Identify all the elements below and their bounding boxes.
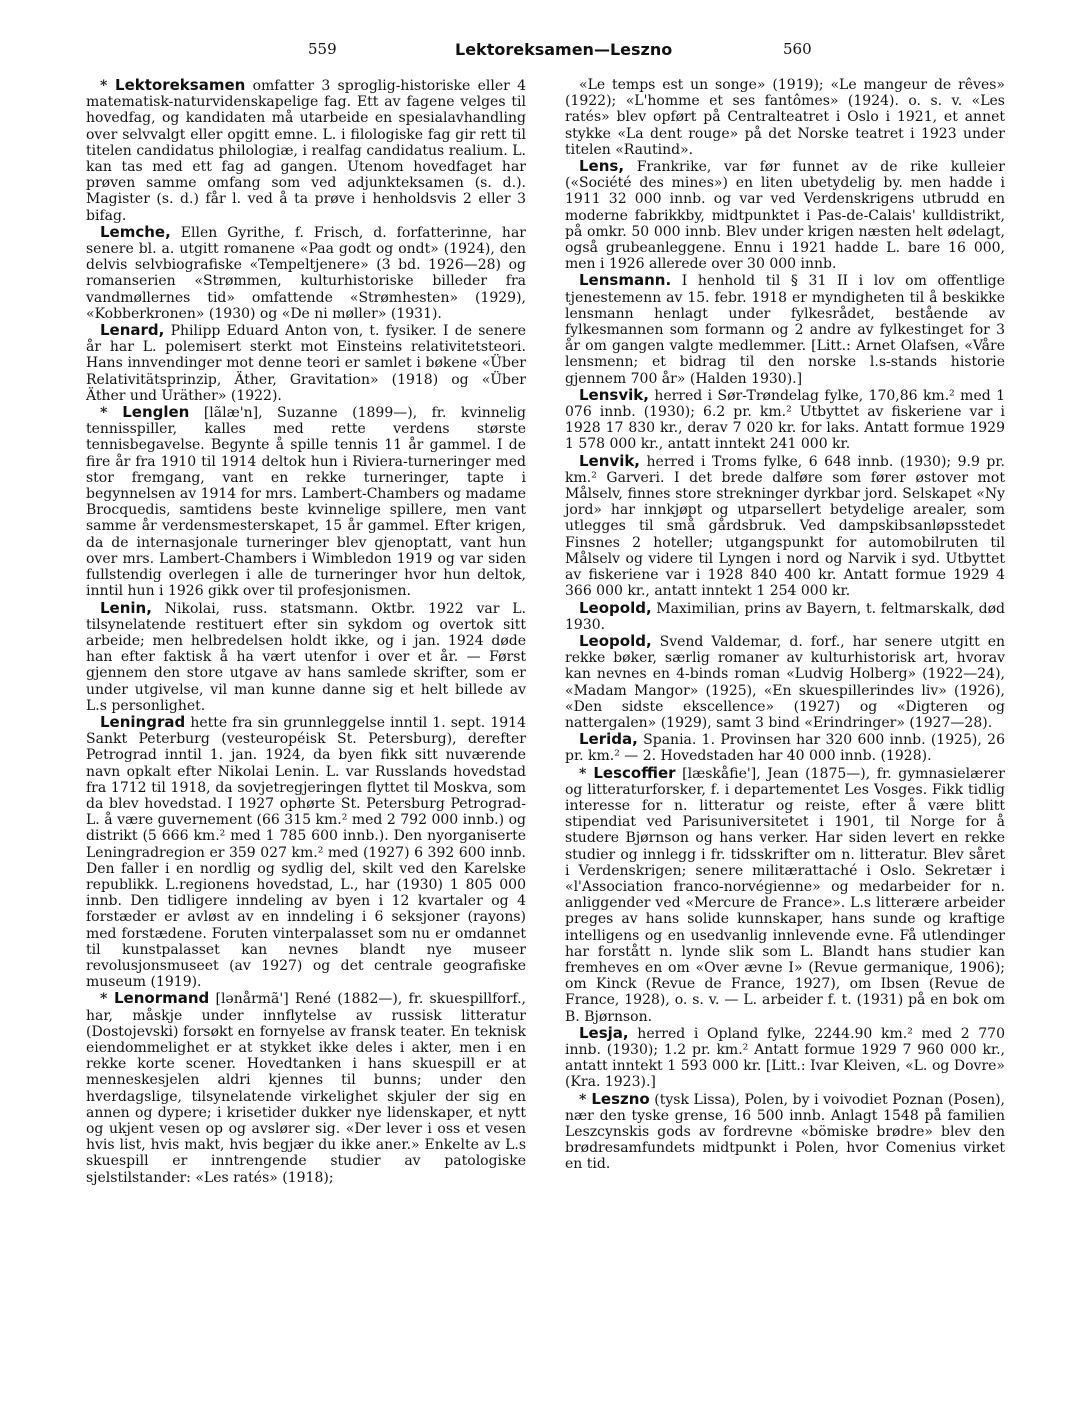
entry-text: [læskåfie'], Jean (1875—), fr. gymnasielærer og litteraturforsker, f. i departementet Les Vosges. Fikk tidlig interesse for n. litteratur og reiste, efter å være blitt stipendiat ved Parisuniversitetet i 1901, til Norge for å studere Bjørnson og hans verker. Har siden levert en rekke studier og innlegg i fr. tidsskrifter om n. litteratur. Blev såret i Verdenskrigen; senere militærattaché i Oslo. Sekretær i «l'Association franco-norvégienne» og medarbeider for n. anliggender ved «Mercure de France». L.s litterære arbeider preges av hans solide kunnskaper, hans sunde og kraftige intelligens og en usedvanlig innlevende evne. Få utlendinger har forstått n. lynde slik som L. Blandt hans studier kan fremheves en om «Over ævne I» (Revue germanique, 1906); om Kinck (Revue de France, 1927), om Ibsen (Revue de France, 1928), o. s. v. — L. arbeider f. t. (1931) på en bok om B. Bjørnson.: [565, 765, 1005, 1025]
entry-star: *: [579, 765, 594, 782]
entry-text: omfatter 3 sproglig-historiske eller 4 matematisk-naturvidenskapelige fag. Ett av fagene velges til hovedfag, og kandidaten må utarbeide en spesialavhandling over selvvalgt eller opgitt emne. L. i filologiske fag gir rett til titelen candidatus philologiæ, i realfag candidatus realium. L. kan tas med ett fag ad gangen. Utenom hovedfaget har prøven samme omfang som ved adjunkteksamen (s. d.). Magister (s. d.) får l. ved å ta prøve i henholdsvis 2 eller 3 bifag.: [86, 78, 526, 224]
entry-text: hette fra sin grunnleggelse inntil 1. sept. 1914 Sankt Peterburg (vesteuropéisk St. Petersburg), derefter Petrograd inntil 1. jan. 1924, da byen fikk sitt nuværende navn opkalt efter Nikolai Lenin. L. var Russlands hovedstad fra 1712 til 1918, da sovjetregjeringen flyttet til Moskva, som da blev hovedstad. I 1927 ophørte St. Petersburg Petrograd-L. å være guvernement (66 315 km.² med 2 792 000 innb.) og distrikt (5 666 km.² med 1 785 600 innb.). Den nyorganiserte Leningradregion er 359 027 km.² med (1927) 6 392 600 innb. Den faller i en nordlig og sydlig del, skilt ved den Karelske republikk. L.regionens hovedstad, L., har (1930) 1 805 000 innb. Den tidligere inndeling av byen i 12 kvartaler og 4 forstæder er avløst av en inndeling i 6 seksjoner (rayons) med forstædene. Foruten vinterpalasset som nu er omdannet til kunstpalasset kan nevnes blandt nye museer revolusjonsmuseet (av 1927) og det centrale geografiske museum (1919).: [86, 714, 526, 991]
entry-text: herred i Sør-Trøndelag fylke, 170,86 km.² med 1 076 innb. (1930); 6.2 pr. km.² Utbyttet av fiskeriene var i 1928 17 830 kr., derav 7 020 kr. for laks. Antatt formue 1929 1 578 000 kr., antatt inntekt 241 000 kr.: [565, 387, 1005, 453]
entry-text: Philipp Eduard Anton von, t. fysiker. I de senere år har L. polemisert sterkt mot Einsteins relativitetsteori. Hans innvendinger mot denne teori er samlet i bøkene «Über Relativitätsprinzip, Äther, Gravitation» (1918) og «Über Äther und Uräther» (1922).: [86, 323, 526, 404]
entry-text: herred i Opland fylke, 2244.90 km.² med 2 770 innb. (1930); 1.2 pr. km.² Antatt formue 1929 7 960 000 kr., antatt inntekt 1 593 000 kr. [Litt.: Ivar Kleiven, «L. og Dovre» (Kra. 1923).]: [565, 1025, 1005, 1091]
entry: [565, 387, 1005, 453]
entry-headword: Lenglen: [122, 403, 190, 422]
entry-headword: Lektoreksamen: [115, 76, 246, 94]
entry: [565, 77, 1005, 158]
entry: [565, 600, 1005, 633]
entry-headword: Leopold,: [579, 598, 652, 617]
entry-headword: Leszno: [591, 1089, 650, 1108]
entry-text: Spania. 1. Provinsen har 320 600 innb. (1925), 26 pr. km.² — 2. Hovedstaden har 40 000 innb. (1928).: [565, 732, 1005, 765]
entry-headword: Lenormand: [113, 989, 210, 1008]
entry-star: *: [100, 405, 123, 422]
entry: [86, 322, 526, 404]
entry-headword: Lenard,: [100, 321, 165, 340]
entry-star: *: [100, 78, 116, 94]
entry-headword: Lerida,: [579, 730, 638, 749]
page-number-left: 559: [308, 40, 337, 58]
entry-headword: Lensmann.: [579, 271, 672, 290]
entry-text: [lənårmã'] René (1882—), fr. skuespillforf., har, måskje under innflytelse av russisk litteratur (Dostojevski) forsøkt en fornyelse av fransk teater. En teknisk eiendommelighet er at stykket ikke deles i akter, men i en rekke korte scener. Hovedtanken i hans skuespill er at menneskesjelen aldri kjennes til bunns; under den hverdagslige, tilsynelatende virkelighet skjuler der sig en annen og dypere; i krisetider dukker nye lidenskaper, et nytt og ukjent vesen op og avslører sig. «Der lever i oss et vesen hvis list, hvis makt, hvis begjær du ikke aner.» Enkelte av L.s skuespill er inntrengende studier av patologiske sjelstilstander: «Les ratés» (1918);: [86, 991, 526, 1186]
entry-text: Frankrike, var før funnet av de rike kulleier («Société des mines») en liten ubetydelig by. men hadde i 1911 32 000 innb. og var ved Verdenskrigens utbrudd en moderne fabrikkby, midtpunktet i Pas-de-Calais' kulldistrikt, på omkr. 50 000 innb. Blev under krigen næsten helt ødelagt, også grubeanleggene. Ennu i 1921 hadde L. bare 16 000, men i 1926 allerede over 30 000 innb.: [565, 159, 1005, 273]
entry-star: *: [100, 991, 114, 1008]
entry: [565, 272, 1005, 386]
entry-star: *: [579, 1091, 592, 1108]
page-header: [0, 40, 1080, 64]
entry-text: «Le temps est un songe» (1919); «Le mangeur de rêves» (1922); «L'homme et ses fantômes» (1924). o. s. v. «Les ratés» blev opført på Centralteatret i Oslo i 1921, et annet stykke «La dent rouge» på det Norske teatret i 1923 under titelen «Rautind».: [565, 77, 1005, 158]
entry: [565, 731, 1005, 764]
left-column: [86, 77, 526, 1186]
entry: [565, 158, 1005, 272]
entry-headword: Lesja,: [579, 1023, 629, 1042]
entry: [86, 600, 526, 714]
entry: [86, 224, 526, 322]
entry-text: Svend Valdemar, d. forf., har senere utgitt en rekke bøker, særlig romaner av kulturhistorisk art, hvorav kan nevnes en 4-binds roman «Ludvig Holberg» (1922—24), «Madam Mangor» (1925), «En skuespillerindes liv» (1926), «Den sidste ekscellence» (1927) og «Digteren og nattergalen» (1929), samt 3 bind «Erindringer» (1927—28).: [565, 633, 1005, 731]
entry-text: (tysk Lissa), Polen, by i voivodiet Poznan (Posen), nær den tyske grense, 16 500 innb. Anlagt 1548 på familien Leszcynskis gods av fordrevne «bömiske brødre» blev den brødresamfundets midtpunkt i Polen, hvor Comenius virket en tid.: [565, 1091, 1005, 1173]
entry-headword: Leopold,: [579, 631, 652, 650]
entry-headword: Lenin,: [100, 598, 152, 617]
running-title: Lektoreksamen—Leszno: [455, 40, 673, 59]
entry: [565, 1091, 1005, 1173]
entry-text: Maximilian, prins av Bayern, t. feltmarskalk, død 1930.: [565, 600, 1005, 633]
entry: [565, 1025, 1005, 1091]
entry: [86, 77, 526, 224]
right-column: [565, 77, 1005, 1173]
entry-text: I henhold til § 31 II i lov om offentlige tjenestemenn av 15. febr. 1918 er myndigheten til å beskikke lensmann henlagt under fylkesrådet, bestående av fylkesmannen som formann og 2 andre av fylkestinget for 3 år om gangen valgte medlemmer. [Litt.: Arnet Olafsen, «Våre lensmenn; et bidrag til den norske l.s-stands historie gjennem 700 år» (Halden 1930).]: [565, 273, 1005, 387]
entry-headword: Lemche,: [100, 222, 171, 241]
entry-headword: Lensvik,: [579, 385, 649, 404]
page-number-right: 560: [783, 40, 812, 58]
entry: [565, 765, 1005, 1025]
entry-headword: Lescoffier: [593, 763, 676, 782]
entry: [86, 404, 526, 599]
entry: [86, 714, 526, 990]
entry: [565, 633, 1005, 731]
entry-headword: Lenvik,: [579, 451, 641, 470]
entry: [565, 453, 1005, 600]
entry-text: herred i Troms fylke, 6 648 innb. (1930); 9.9 pr. km.² Garveri. I det brede dalføre som fører østover mot Målselv, finnes store strekninger dyrkbar jord. Selskapet «Ny jord» har innkjøpt og utparsellert betydelige arealer, som utlegges til små gårdsbruk. Ved dampskibsanløpsstedet Finsnes 2 hoteller; utgangspunkt for automobilruten til Målselv og videre til Lyngen i nord og Narvik i syd. Utbyttet av fiskeriene var i 1928 840 400 kr. Antatt formue 1929 4 366 000 kr., antatt inntekt 1 254 000 kr.: [565, 453, 1005, 600]
entry-text: [lãlæ'n], Suzanne (1899—), fr. kvinnelig tennisspiller, kalles med rette verdens største tennisbegavelse. Begynte å spille tennis 11 år gammel. I de fire år fra 1910 til 1914 deltok hun i Riviera-turneringer med stor fremgang, vant en rekke turneringer, tapte i begynnelsen av 1914 for mrs. Lambert-Chambers og madame Brocquedis, samtidens beste kvinnelige spillere, men vant samme år verdensmesterskapet, 15 år gammel. Efter krigen, da de internasjonale turneringer blev gjenoptatt, vant hun over mrs. Lambert-Chambers i Wimbledon 1919 og var siden fullstendig overlegen i alle de turneringer hvor hun deltok, inntil hun i 1926 gikk over til profesjonismen.: [86, 405, 526, 600]
entry-text: Nikolai, russ. statsmann. Oktbr. 1922 var L. tilsynelatende restituert efter sin sykdom og overtok sitt arbeide; men helbredelsen holdt ikke, og i jan. 1924 døde han efter faktisk å ha vært utenfor i over et år. — Først gjennem den store utgave av hans samlede skrifter, som er under utgivelse, vil man kunne danne sig et helt billede av L.s personlighet.: [86, 600, 526, 714]
entry-headword: Lens,: [579, 157, 625, 176]
entry: [86, 990, 526, 1185]
entry-text: Ellen Gyrithe, f. Frisch, d. forfatterinne, har senere bl. a. utgitt romanene «Paa godt og ondt» (1924), den delvis selvbiografiske «Tempeltjenere» (3 bd. 1926—28) og romanserien «Strømmen, kulturhistoriske billeder fra vandmøllernes tid» omfattende «Strømhesten» (1929), «Kobberkronen» (1930) og «De ni møller» (1931).: [86, 224, 526, 322]
entry-headword: Leningrad: [100, 712, 186, 731]
